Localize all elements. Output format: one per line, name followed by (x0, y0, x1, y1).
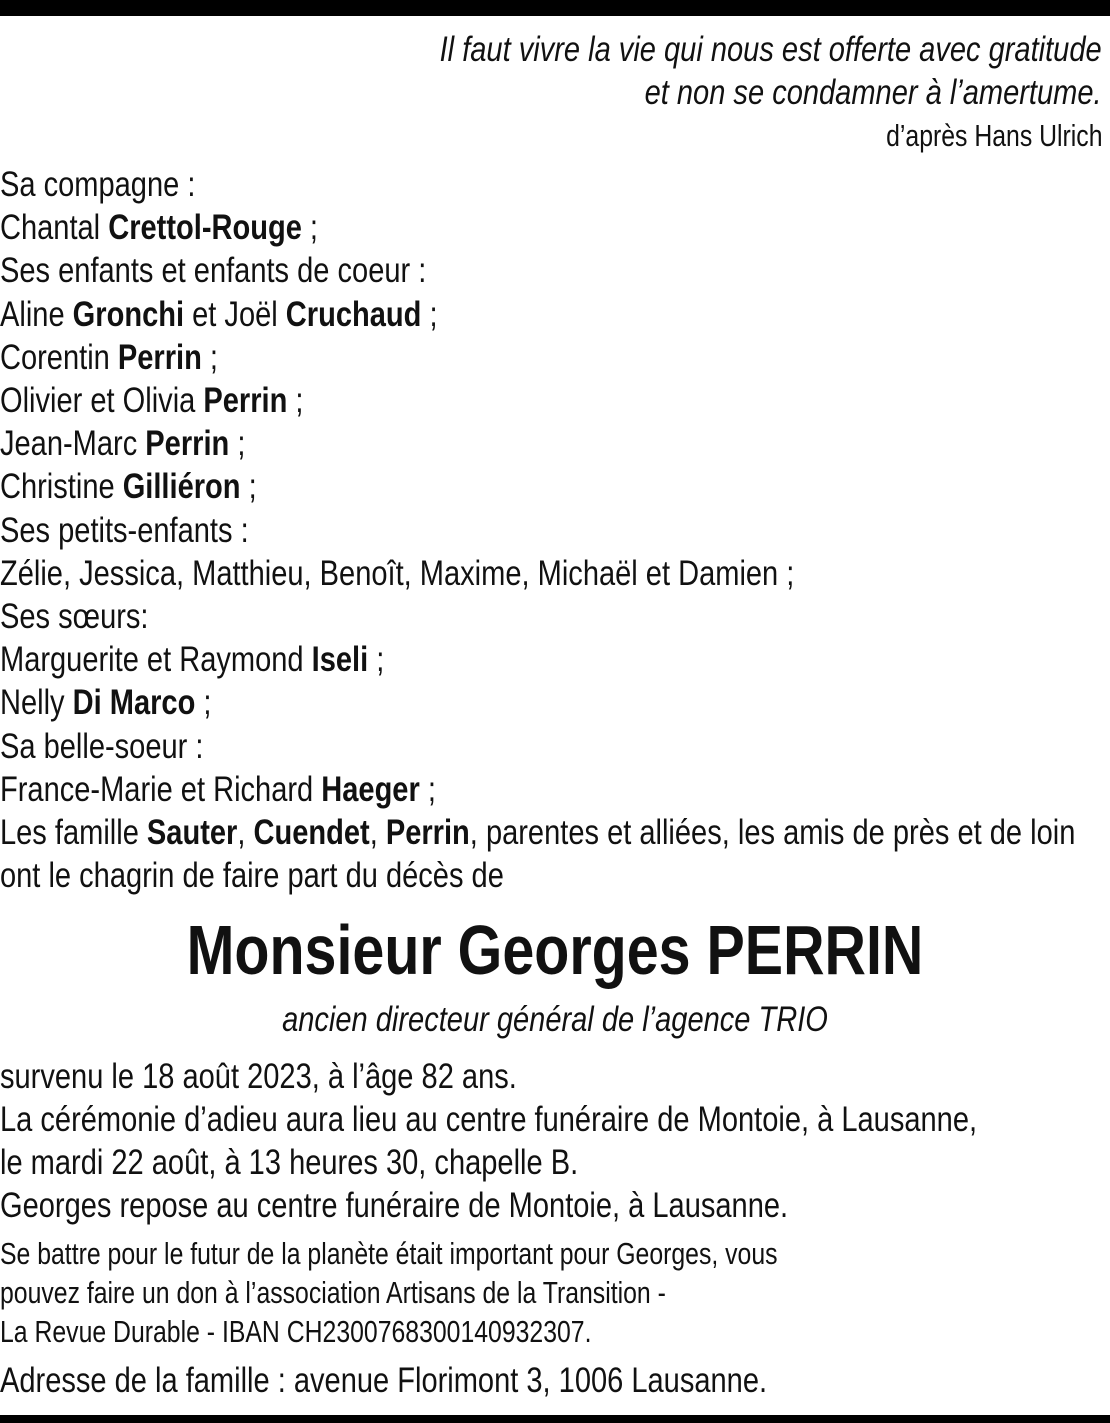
bottom-border (0, 1415, 1110, 1423)
family-surname: Haeger (321, 769, 420, 809)
family-line: ont le chagrin de faire part du décès de (0, 856, 504, 896)
family-line: Sa belle-soeur : (0, 726, 204, 766)
family-text: Marguerite et Raymond (0, 640, 312, 680)
family-text: , (237, 813, 254, 852)
family-surname: Perrin (145, 424, 230, 464)
donation-line: La Revue Durable - IBAN CH2300768300140932307. (0, 1314, 592, 1349)
family-text: Jean-Marc (0, 424, 146, 464)
detail-line: le mardi 22 août, à 13 heures 30, chapelle B. (0, 1143, 579, 1182)
family-line (0, 683, 211, 723)
family-line (0, 338, 218, 378)
family-line (0, 640, 384, 680)
family-line: Ses sœurs: (0, 597, 149, 636)
family-text: et Joël (184, 294, 286, 334)
detail-line: La cérémonie d’adieu aura lieu au centre funéraire de Montoie, à Lausanne, (0, 1100, 978, 1139)
family-line (0, 381, 304, 421)
family-text: Aline (0, 294, 73, 334)
family-surname: Gilliéron (122, 467, 241, 507)
detail-line: survenu le 18 août 2023, à l’âge 82 ans. (0, 1057, 517, 1096)
donation-line: pouvez faire un don à l’association Artisans de la Transition - (0, 1275, 666, 1310)
family-text: Les famille (0, 813, 147, 852)
top-border (0, 0, 1110, 16)
family-surname: Perrin (117, 337, 202, 377)
family-text: ; (195, 683, 212, 723)
family-text: ; (240, 467, 257, 507)
family-line (0, 208, 318, 248)
family-address: Adresse de la famille : avenue Florimont 3, 1006 Lausanne. (0, 1361, 768, 1400)
family-surname: Di Marco (72, 683, 196, 723)
family-line (0, 813, 1075, 853)
family-text: , (369, 813, 386, 852)
deceased-role: ancien directeur général de l’agence TRIO (282, 1000, 828, 1039)
family-text: ; (421, 294, 438, 334)
family-text: ; (419, 769, 436, 809)
family-line: Ses petits-enfants : (0, 510, 249, 550)
family-text: France-Marie et Richard (0, 769, 322, 809)
donation-line: Se battre pour le futur de la planète était important pour Georges, vous (0, 1236, 778, 1271)
family-line (0, 467, 257, 507)
deceased-name: Monsieur Georges PERRIN (186, 911, 924, 989)
family-text: Olivier et Olivia (0, 381, 204, 420)
family-text: ; (368, 640, 385, 680)
family-text: , parentes et alliées, les amis de près et de loin (469, 813, 1076, 852)
family-text: ; (229, 424, 246, 464)
family-text: Chantal (0, 208, 109, 248)
family-line: Sa compagne : (0, 165, 196, 204)
quote-line-1: Il faut vivre la vie qui nous est offerte avec gratitude (439, 30, 1102, 69)
family-surname: Cuendet (253, 813, 370, 852)
family-text: Corentin (0, 337, 118, 377)
detail-line: Georges repose au centre funéraire de Montoie, à Lausanne. (0, 1186, 789, 1225)
family-text: ; (301, 208, 319, 248)
family-surname: Perrin (203, 381, 288, 420)
family-surname: Iseli (311, 640, 369, 680)
family-line (0, 424, 245, 464)
family-line: Ses enfants et enfants de coeur : (0, 251, 427, 291)
family-surname: Sauter (146, 813, 238, 852)
family-line (0, 295, 438, 335)
family-text: Christine (0, 467, 123, 507)
quote-attribution: d’après Hans Ulrich (885, 118, 1102, 153)
family-surname: Perrin (385, 813, 470, 852)
quote-line-2: et non se condamner à l’amertume. (645, 73, 1102, 112)
family-surname: Cruchaud (285, 294, 422, 334)
family-text: ; (287, 381, 304, 420)
family-surname: Crettol-Rouge (108, 208, 302, 248)
family-text: Nelly (0, 683, 73, 723)
family-line: Zélie, Jessica, Matthieu, Benoît, Maxime, Michaël et Damien ; (0, 553, 795, 593)
family-text: ; (201, 337, 218, 377)
family-line (0, 770, 436, 810)
family-surname: Gronchi (72, 294, 185, 334)
